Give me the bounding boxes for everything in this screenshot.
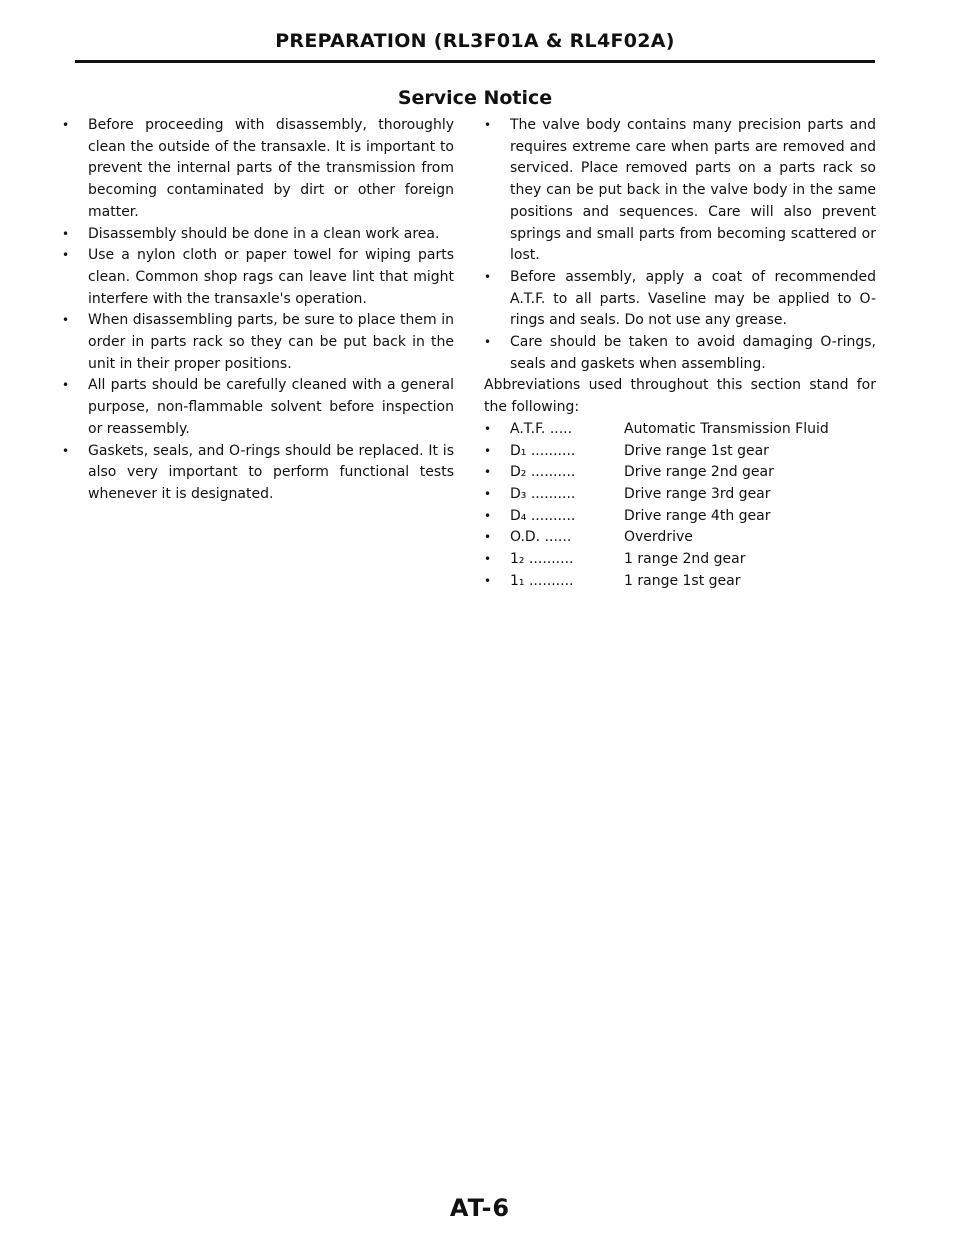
abbreviation-definition: Drive range 2nd gear bbox=[624, 464, 774, 481]
bullet-icon: • bbox=[484, 443, 492, 458]
list-item-text: When disassembling parts, be sure to place them in order in parts rack so they can be put back in the unit in their proper positions. bbox=[88, 312, 454, 372]
abbreviation-item bbox=[484, 549, 876, 571]
list-item bbox=[484, 115, 876, 267]
page-number: AT-6 bbox=[449, 1194, 511, 1222]
abbreviation-item bbox=[484, 484, 876, 506]
abbreviation-definition: 1 range 1st gear bbox=[624, 572, 741, 589]
list-item bbox=[62, 310, 454, 375]
abbreviation-definition: 1 range 2nd gear bbox=[624, 551, 746, 568]
abbreviation-item bbox=[484, 571, 876, 593]
abbreviation-definition: Drive range 3rd gear bbox=[624, 485, 771, 502]
list-item bbox=[62, 245, 454, 310]
bullet-icon: • bbox=[484, 269, 492, 284]
abbreviation-term: O.D. ...... bbox=[510, 529, 572, 546]
header-divider bbox=[75, 60, 875, 63]
list-item bbox=[62, 441, 454, 506]
page-header-title: PREPARATION (RL3F01A & RL4F02A) bbox=[275, 30, 675, 52]
list-item-text: All parts should be carefully cleaned with a general purpose, non-flammable solvent before inspection or reassembly. bbox=[88, 377, 454, 437]
abbreviation-definition: Drive range 1st gear bbox=[624, 442, 769, 459]
bullet-icon: • bbox=[484, 486, 492, 501]
abbreviation-term: D₂ .......... bbox=[510, 464, 576, 481]
bullet-icon: • bbox=[484, 573, 492, 588]
abbreviation-item bbox=[484, 506, 876, 528]
abbreviation-item bbox=[484, 527, 876, 549]
bullet-icon: • bbox=[484, 508, 492, 523]
abbreviation-term: D₁ .......... bbox=[510, 442, 576, 459]
list-item-text: Care should be taken to avoid damaging O-rings, seals and gaskets when assembling. bbox=[510, 334, 876, 372]
list-item-text: The valve body contains many precision parts and requires extreme care when parts are removed and serviced. Place removed parts on a parts rack so they can be put back in the valve body in the same positions and sequences. Care will also prevent springs and small parts from becoming scattered or lost. bbox=[510, 117, 876, 264]
list-item bbox=[62, 115, 454, 224]
abbreviation-term: A.T.F. ..... bbox=[510, 420, 573, 437]
abbreviations-intro: Abbreviations used throughout this section stand for the following: bbox=[484, 377, 876, 416]
list-item-text: Before assembly, apply a coat of recommended A.T.F. to all parts. Vaseline may be applied to O-rings and seals. Do not use any grease. bbox=[510, 268, 876, 329]
list-item bbox=[62, 375, 454, 440]
bullet-icon: • bbox=[62, 378, 70, 393]
bullet-icon: • bbox=[62, 118, 70, 132]
list-item bbox=[62, 224, 454, 246]
list-item-text: Disassembly should be done in a clean work area. bbox=[88, 225, 440, 242]
bullet-icon: • bbox=[484, 421, 492, 436]
right-column bbox=[484, 115, 876, 592]
section-title: Service Notice bbox=[397, 87, 553, 109]
left-column bbox=[62, 115, 454, 506]
abbreviation-definition: Overdrive bbox=[624, 529, 693, 546]
abbreviation-term: D₄ .......... bbox=[510, 507, 576, 524]
bullet-icon: • bbox=[484, 465, 492, 480]
list-item-text: Use a nylon cloth or paper towel for wiping parts clean. Common shop rags can leave lint that might interfere with the transaxle's operation. bbox=[88, 247, 454, 307]
bullet-icon: • bbox=[484, 530, 492, 545]
abbreviation-item bbox=[484, 441, 876, 463]
abbreviation-item bbox=[484, 419, 876, 441]
abbreviation-term: D₃ .......... bbox=[510, 485, 576, 502]
list-item bbox=[484, 267, 876, 332]
list-item-text: Gaskets, seals, and O-rings should be replaced. It is also very important to perform functional tests whenever it is designated. bbox=[88, 442, 454, 502]
abbreviation-item bbox=[484, 462, 876, 484]
abbreviation-definition: Automatic Transmission Fluid bbox=[624, 420, 829, 437]
list-item bbox=[484, 332, 876, 375]
bullet-icon: • bbox=[484, 335, 492, 350]
abbreviation-definition: Drive range 4th gear bbox=[624, 507, 771, 524]
bullet-icon: • bbox=[484, 118, 492, 132]
abbreviation-term: 1₂ .......... bbox=[510, 551, 574, 568]
list-item-text: Before proceeding with disassembly, thoroughly clean the outside of the transaxle. It is important to prevent the internal parts of the transmission from becoming contaminated by dirt or other foreign matter. bbox=[88, 117, 454, 220]
bullet-icon: • bbox=[62, 226, 70, 241]
bullet-icon: • bbox=[484, 552, 492, 567]
abbreviation-term: 1₁ .......... bbox=[510, 572, 574, 589]
bullet-icon: • bbox=[62, 313, 70, 328]
bullet-icon: • bbox=[62, 443, 70, 458]
bullet-icon: • bbox=[62, 248, 70, 263]
